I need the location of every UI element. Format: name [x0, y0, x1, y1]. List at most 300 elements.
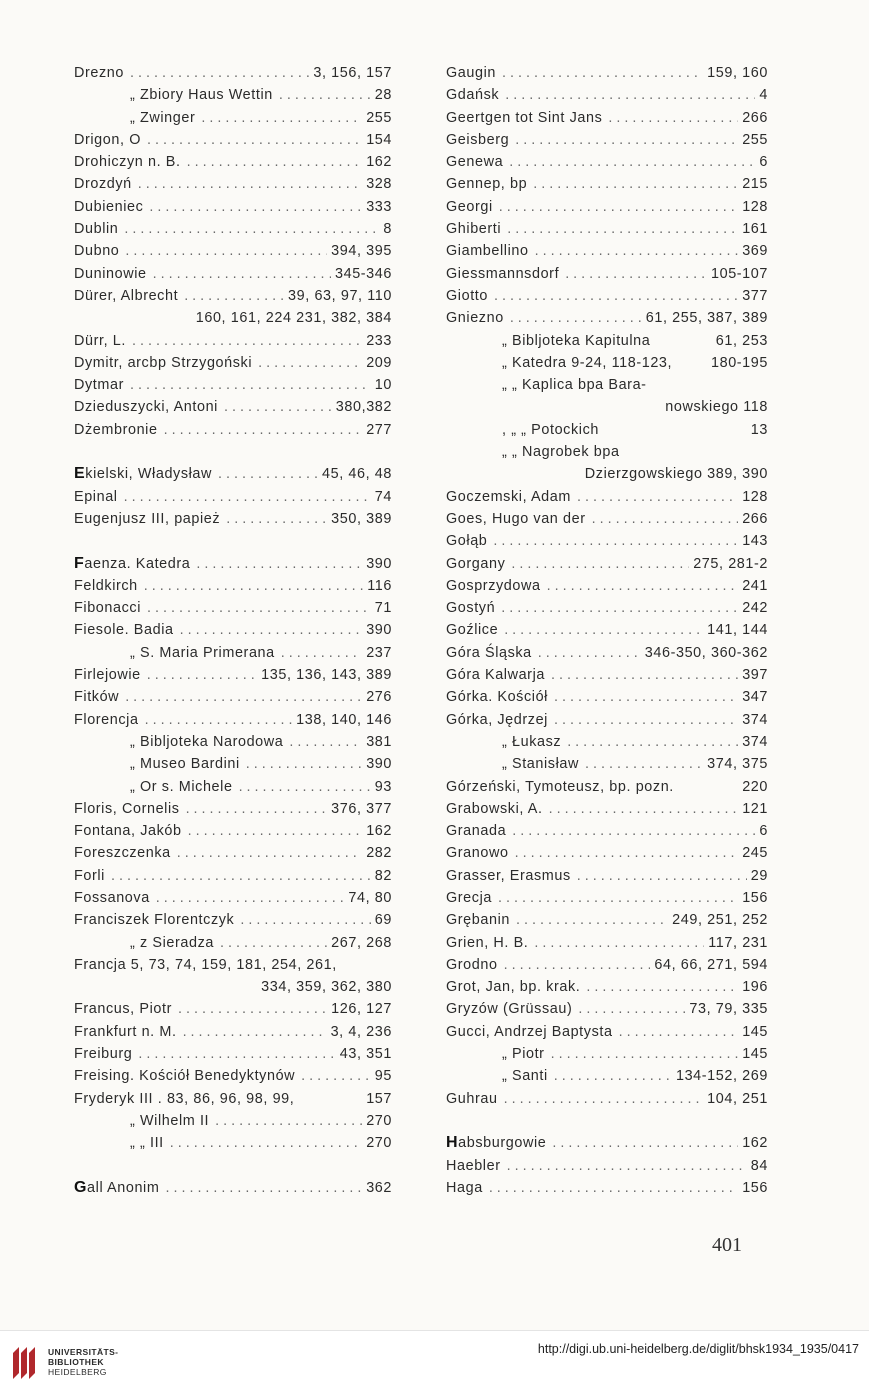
- index-entry: [446, 753, 768, 775]
- entry-pages: 277: [366, 421, 392, 438]
- entry-name: „ Museo Bardini: [130, 756, 240, 773]
- leader-dots: [548, 686, 738, 708]
- entry-name: Genewa: [446, 154, 504, 171]
- leader-dots: [483, 1177, 738, 1199]
- index-spacer: [74, 530, 392, 552]
- index-entry: [74, 976, 392, 998]
- entry-pages: 143: [742, 533, 768, 550]
- entry-name: „ „ Kaplica bpa Bara-: [502, 377, 647, 394]
- entry-pages: 45, 46, 48: [321, 466, 392, 483]
- entry-name: Haga: [446, 1179, 483, 1196]
- leader-dots: [180, 798, 328, 820]
- entry-name: Grębanin: [446, 912, 510, 929]
- index-entry: [74, 753, 392, 775]
- entry-pages: 93: [374, 778, 392, 795]
- entry-pages: 43, 351: [339, 1046, 392, 1063]
- entry-name: Dubno: [74, 243, 120, 260]
- leader-dots: [132, 1043, 335, 1065]
- leader-dots: [647, 374, 764, 396]
- entry-name: Francja 5, 73, 74, 159, 181, 254, 261,: [74, 956, 337, 973]
- entry-pages: 135, 136, 143, 389: [261, 667, 392, 684]
- entry-pages: 233: [366, 332, 392, 349]
- index-entry: [74, 909, 392, 931]
- logo-line: UNIVERSITÄTS-: [48, 1347, 119, 1357]
- index-entry: [446, 932, 768, 954]
- leader-dots: [650, 330, 711, 352]
- entry-name: Goczemski, Adam: [446, 488, 571, 505]
- entry-pages: 350, 389: [331, 510, 392, 527]
- index-entry: [446, 1155, 768, 1177]
- entry-pages: 374: [742, 733, 768, 750]
- index-entry: [446, 642, 768, 664]
- leader-dots: [532, 642, 641, 664]
- entry-name: „ Stanisław: [502, 756, 579, 773]
- index-entry: [74, 84, 392, 106]
- leader-dots: [164, 1132, 362, 1154]
- entry-pages: nowskiego 118: [665, 399, 768, 416]
- entry-pages: 369: [742, 243, 768, 260]
- entry-pages: 220: [742, 778, 768, 795]
- index-entry: [74, 218, 392, 240]
- index-entry: [74, 1043, 392, 1065]
- entry-pages: 116: [367, 577, 392, 594]
- index-entry: [74, 686, 392, 708]
- index-entry: [446, 107, 768, 129]
- entry-pages: 39, 63, 97, 110: [288, 287, 392, 304]
- leader-dots: [674, 776, 738, 798]
- entry-pages: 128: [742, 488, 768, 505]
- entry-name: Feldkirch: [74, 577, 138, 594]
- entry-pages: 159, 160: [707, 65, 768, 81]
- index-entry: [446, 151, 768, 173]
- entry-pages: 162: [742, 1135, 768, 1152]
- leader-dots: [132, 173, 362, 195]
- leader-dots: [124, 374, 371, 396]
- entry-name: Fiesole. Badia: [74, 622, 174, 639]
- entry-name: Duninowie: [74, 265, 147, 282]
- entry-name: Drozdyń: [74, 176, 132, 193]
- entry-name: „ z Sieradza: [130, 934, 214, 951]
- index-entry: [446, 664, 768, 686]
- entry-pages: 390: [366, 756, 392, 773]
- index-entry: [74, 575, 392, 597]
- entry-name: Dürr, L.: [74, 332, 126, 349]
- entry-name: [74, 1177, 159, 1199]
- entry-name-text: all Anonim: [87, 1179, 160, 1196]
- leader-dots: [487, 530, 738, 552]
- leader-dots: [209, 1110, 362, 1132]
- entry-pages: 4: [759, 87, 768, 104]
- leader-dots: [171, 842, 362, 864]
- index-spacer: [74, 1155, 392, 1177]
- entry-pages: 82: [374, 867, 392, 884]
- entry-pages: 61, 255, 387, 389: [645, 310, 768, 327]
- entry-pages: [388, 954, 392, 976]
- leader-dots: [571, 486, 738, 508]
- entry-pages: 380,382: [335, 399, 392, 416]
- entry-pages: 249, 251, 252: [672, 912, 768, 929]
- leader-dots: [294, 1088, 362, 1110]
- index-entry: [446, 686, 768, 708]
- leader-dots: [546, 1132, 738, 1154]
- index-entry: [74, 865, 392, 887]
- leader-dots: [561, 731, 738, 753]
- leader-dots: [283, 731, 362, 753]
- entry-pages: 376, 377: [331, 800, 392, 817]
- index-entry: [74, 1110, 392, 1132]
- entry-name: „ Łukasz: [502, 733, 562, 750]
- leader-dots: [510, 909, 668, 931]
- entry-name: Dżembronie: [74, 421, 158, 438]
- leader-dots: [182, 820, 363, 842]
- leader-dots: [158, 419, 363, 441]
- index-entry: [446, 998, 768, 1020]
- entry-name: Gucci, Andrzej Baptysta: [446, 1023, 613, 1040]
- entry-pages: 328: [366, 176, 392, 193]
- index-entry: [74, 396, 392, 418]
- source-url-link[interactable]: http://digi.ub.uni-heidelberg.de/diglit/bhsk1934_1935/0417: [537, 1342, 859, 1356]
- entry-pages: 3, 4, 236: [330, 1023, 392, 1040]
- index-entry: [74, 820, 392, 842]
- entry-pages: 162: [366, 154, 392, 171]
- leader-dots: [580, 976, 738, 998]
- entry-pages: 64, 66, 271, 594: [654, 956, 768, 973]
- entry-name: Dublin: [74, 221, 119, 238]
- index-entry: [446, 84, 768, 106]
- index-entry: [446, 731, 768, 753]
- entry-pages: 374: [742, 711, 768, 728]
- entry-name: Grabowski, A.: [446, 800, 543, 817]
- leader-dots: [503, 151, 755, 173]
- entry-pages: 397: [742, 667, 768, 684]
- index-entry: [446, 307, 768, 329]
- entry-name: Forli: [74, 867, 105, 884]
- entry-pages: 128: [742, 198, 768, 215]
- leader-dots: [139, 709, 293, 731]
- leader-dots: [214, 932, 327, 954]
- entry-pages: 255: [366, 109, 392, 126]
- entry-name: Grasser, Erasmus: [446, 867, 571, 884]
- entry-pages: 13: [750, 421, 768, 438]
- leader-dots: [141, 664, 257, 686]
- entry-name: Francus, Piotr: [74, 1001, 172, 1018]
- entry-name: Drigon, O: [74, 131, 141, 148]
- entry-pages: 266: [742, 109, 768, 126]
- index-entry: [446, 396, 768, 418]
- index-entry: [74, 954, 392, 976]
- leader-dots: [492, 887, 738, 909]
- leader-dots: [543, 798, 739, 820]
- index-entry: [446, 842, 768, 864]
- entry-name: Foreszczenka: [74, 845, 171, 862]
- entry-pages: 105-107: [710, 265, 768, 282]
- leader-dots: [212, 463, 318, 485]
- entry-pages: 333: [366, 198, 392, 215]
- leader-dots: [141, 597, 371, 619]
- index-entry: [446, 1021, 768, 1043]
- entry-pages: 255: [742, 131, 768, 148]
- index-entry: [446, 619, 768, 641]
- entry-name: Gorgany: [446, 555, 506, 572]
- entry-pages: 242: [742, 600, 768, 617]
- entry-pages: 381: [366, 733, 392, 750]
- entry-pages: 347: [742, 689, 768, 706]
- leader-dots: [545, 664, 738, 686]
- entry-name: Fossanova: [74, 889, 150, 906]
- entry-name-text: kielski, Władysław: [85, 466, 213, 483]
- entry-name: [74, 553, 190, 575]
- leader-dots: [496, 62, 703, 84]
- leader-dots: [124, 62, 309, 84]
- entry-name: Gostyń: [446, 600, 496, 617]
- entry-pages: 276: [366, 689, 392, 706]
- leader-dots: [509, 842, 739, 864]
- index-entry: [74, 285, 392, 307]
- leader-dots: [504, 307, 642, 329]
- index-entry: [446, 374, 768, 396]
- entry-pages: 266: [742, 510, 768, 527]
- entry-pages: 3, 156, 157: [313, 65, 392, 81]
- entry-name: Dzieduszycki, Antoni: [74, 399, 218, 416]
- index-entry: [446, 285, 768, 307]
- index-entry: [446, 887, 768, 909]
- entry-name-text: absburgowie: [458, 1135, 547, 1152]
- entry-name: Góra Kalwarja: [446, 667, 545, 684]
- leader-dots: [147, 263, 331, 285]
- leader-dots: [506, 820, 755, 842]
- entry-pages: 84: [750, 1157, 768, 1174]
- leader-dots: [178, 285, 284, 307]
- entry-pages: 161: [742, 221, 768, 238]
- entry-pages: 6: [759, 823, 768, 840]
- entry-name: Grodno: [446, 956, 498, 973]
- logo-line: BIBLIOTHEK: [48, 1357, 104, 1367]
- index-entry: [446, 553, 768, 575]
- leader-dots: [541, 575, 739, 597]
- entry-pages: 245: [742, 845, 768, 862]
- entry-name: Grot, Jan, bp. krak.: [446, 979, 581, 996]
- index-entry: [446, 62, 768, 84]
- index-entry: [74, 842, 392, 864]
- entry-name: Giessmannsdorf: [446, 265, 560, 282]
- index-entry: [446, 575, 768, 597]
- entry-pages: 160, 161, 224 231, 382, 384: [195, 310, 392, 327]
- entry-pages: 362: [366, 1179, 392, 1196]
- footer-bar: [0, 1330, 869, 1394]
- entry-pages: 237: [366, 644, 392, 661]
- leader-dots: [295, 1065, 371, 1087]
- index-entry: [74, 553, 392, 575]
- entry-pages: 10: [374, 377, 392, 394]
- entry-pages: 29: [750, 867, 768, 884]
- index-entry: [446, 1132, 768, 1154]
- entry-pages: 104, 251: [707, 1090, 768, 1107]
- entry-pages: 141, 144: [707, 622, 768, 639]
- entry-name: Gniezno: [446, 310, 504, 327]
- index-entry: [446, 463, 768, 485]
- index-column-right: [446, 62, 768, 1199]
- entry-pages: 8: [383, 221, 392, 238]
- leader-dots: [138, 575, 363, 597]
- entry-pages: [764, 441, 768, 463]
- index-entry: [446, 1088, 768, 1110]
- index-entry: [446, 909, 768, 931]
- entry-pages: Dzierzgowskiego 389, 390: [584, 466, 768, 483]
- leader-dots: [501, 218, 738, 240]
- entry-name: Górka. Kościół: [446, 689, 548, 706]
- entry-name: Gołąb: [446, 533, 488, 550]
- leader-dots: [190, 553, 362, 575]
- entry-initial: G: [74, 1178, 88, 1196]
- entry-pages: 61, 253: [715, 332, 768, 349]
- entry-pages: 162: [366, 823, 392, 840]
- entry-pages: 390: [366, 622, 392, 639]
- entry-name-text: aenza. Katedra: [84, 555, 191, 572]
- entry-initial: H: [446, 1134, 459, 1152]
- leader-dots: [233, 776, 371, 798]
- entry-pages: 126, 127: [331, 1001, 392, 1018]
- entry-pages: 275, 281-2: [693, 555, 768, 572]
- entry-pages: [764, 374, 768, 396]
- leader-dots: [529, 240, 739, 262]
- leader-dots: [501, 1155, 747, 1177]
- index-entry: [74, 1177, 392, 1199]
- entry-name: Giotto: [446, 287, 488, 304]
- index-entry: [74, 352, 392, 374]
- entry-pages: 28: [374, 87, 392, 104]
- entry-name: Gdańsk: [446, 87, 500, 104]
- leader-dots: [495, 597, 738, 619]
- entry-name: Granada: [446, 823, 507, 840]
- index-entry: [74, 508, 392, 530]
- leader-dots: [498, 954, 651, 976]
- entry-pages: 282: [366, 845, 392, 862]
- entry-pages: 154: [366, 131, 392, 148]
- entry-name: Granowo: [446, 845, 509, 862]
- entry-pages: 334, 359, 362, 380: [261, 979, 392, 996]
- entry-name: „ S. Maria Primerana: [130, 644, 275, 661]
- entry-name: Freising. Kościół Benedyktynów: [74, 1068, 296, 1085]
- index-entry: [446, 330, 768, 352]
- leader-dots: [488, 285, 738, 307]
- library-logo-icon: [10, 1345, 40, 1381]
- entry-pages: 74, 80: [348, 889, 392, 906]
- index-entry: [74, 419, 392, 441]
- entry-name: , „ „ Potockich: [502, 421, 599, 438]
- entry-name: „ „ III: [130, 1135, 164, 1152]
- index-entry: [446, 441, 768, 463]
- leader-dots: [493, 196, 738, 218]
- entry-name: Dürer, Albrecht: [74, 287, 179, 304]
- entry-pages: 117, 231: [708, 934, 768, 951]
- index-entry: [446, 508, 768, 530]
- leader-dots: [498, 1088, 704, 1110]
- leader-dots: [220, 508, 327, 530]
- index-entry: [446, 1065, 768, 1087]
- leader-dots: [545, 1043, 739, 1065]
- entry-name: Gennep, bp: [446, 176, 528, 193]
- entry-name: Dymitr, arcbp Strzygoński: [74, 354, 253, 371]
- index-column-left: [74, 62, 392, 1199]
- leader-dots: [548, 1065, 672, 1087]
- leader-dots: [599, 419, 747, 441]
- entry-name: „ Or s. Michele: [130, 778, 233, 795]
- entry-name: Floris, Cornelis: [74, 800, 180, 817]
- leader-dots: [118, 218, 379, 240]
- entry-name: Franciszek Florentczyk: [74, 912, 235, 929]
- index-entry: [74, 1021, 392, 1043]
- library-logo-text: [48, 1347, 118, 1377]
- leader-dots: [234, 909, 370, 931]
- entry-pages: 95: [374, 1068, 392, 1085]
- leader-dots: [143, 196, 362, 218]
- index-entry: [74, 330, 392, 352]
- entry-name: Drohiczyn n. B.: [74, 154, 181, 171]
- index-entry: [446, 1043, 768, 1065]
- leader-dots: [119, 240, 327, 262]
- index-entry: [74, 998, 392, 1020]
- entry-name: Giambellino: [446, 243, 529, 260]
- entry-name: „ „ Nagrobek bpa: [502, 444, 620, 461]
- entry-pages: 390: [366, 555, 392, 572]
- index-entry: [74, 129, 392, 151]
- index-entry: [74, 196, 392, 218]
- entry-pages: 346-350, 360-362: [644, 644, 768, 661]
- index-entry: [446, 263, 768, 285]
- entry-name: Górzeński, Tymoteusz, bp. pozn.: [446, 778, 674, 795]
- entry-name: „ Bibljoteka Narodowa: [130, 733, 284, 750]
- entry-name: Epinal: [74, 488, 118, 505]
- index-entry: [74, 486, 392, 508]
- logo-line: HEIDELBERG: [48, 1367, 107, 1377]
- leader-dots: [181, 151, 363, 173]
- leader-dots: [105, 865, 371, 887]
- index-entry: [74, 642, 392, 664]
- entry-pages: 71: [374, 600, 392, 617]
- leader-dots: [572, 998, 685, 1020]
- index-entry: [446, 129, 768, 151]
- entry-name: Geisberg: [446, 131, 510, 148]
- entry-name: Fitków: [74, 689, 120, 706]
- entry-pages: 377: [742, 287, 768, 304]
- index-entry: [74, 263, 392, 285]
- leader-dots: [672, 352, 707, 374]
- entry-name: „ Zwinger: [130, 109, 196, 126]
- leader-dots: [509, 129, 738, 151]
- index-entry: [446, 865, 768, 887]
- entry-pages: 156: [742, 1179, 768, 1196]
- leader-dots: [150, 887, 345, 909]
- leader-dots: [499, 84, 755, 106]
- entry-pages: 69: [374, 912, 392, 929]
- entry-name: [446, 1132, 546, 1154]
- leader-dots: [586, 508, 739, 530]
- leader-dots: [172, 998, 327, 1020]
- leader-dots: [141, 129, 362, 151]
- leader-dots: [528, 932, 704, 954]
- index-entry: [74, 62, 392, 84]
- entry-name: Góra Śląska: [446, 644, 532, 661]
- entry-name: „ Santi: [502, 1068, 548, 1085]
- leader-dots: [119, 686, 362, 708]
- index-entry: [446, 1177, 768, 1199]
- index-entry: [446, 173, 768, 195]
- entry-name: Fibonacci: [74, 600, 141, 617]
- entry-pages: 157: [366, 1090, 392, 1107]
- index-entry: [74, 887, 392, 909]
- index-entry: [446, 218, 768, 240]
- index-entry: [74, 619, 392, 641]
